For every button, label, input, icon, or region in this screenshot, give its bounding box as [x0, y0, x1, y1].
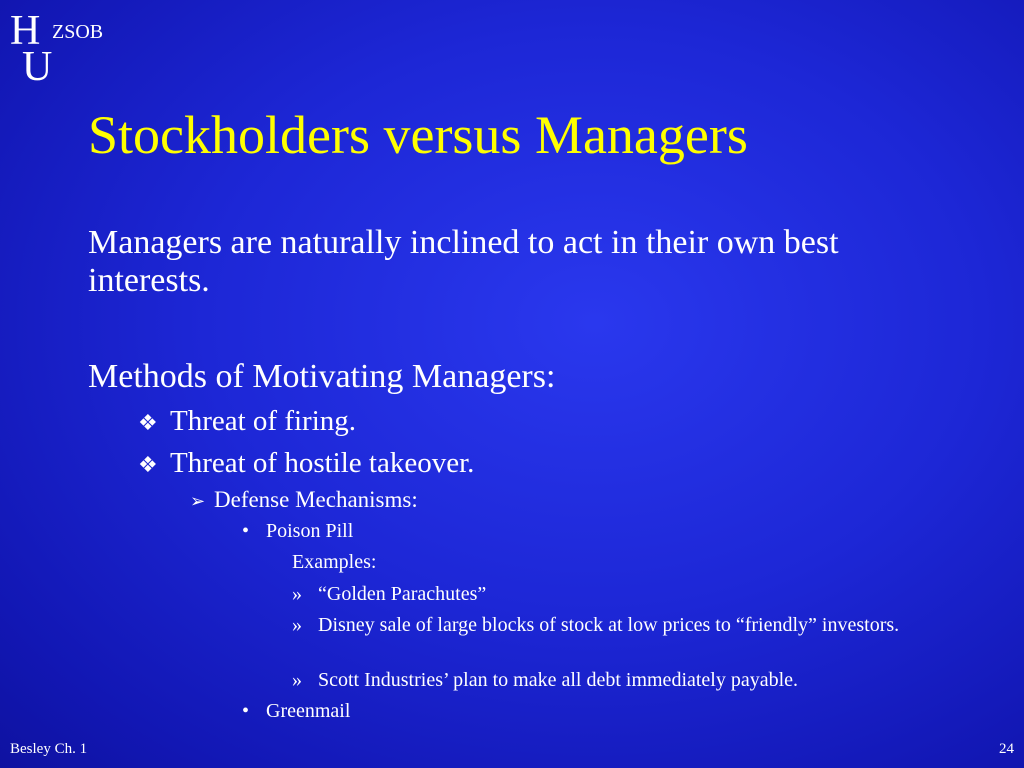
- sub-bullet-text: Defense Mechanisms:: [214, 487, 418, 512]
- page-number: 24: [999, 741, 1014, 757]
- dot-bullet-icon: •: [242, 520, 250, 542]
- logo-text: ZSOB: [52, 21, 104, 43]
- list-item-text: Poison Pill: [266, 520, 354, 542]
- example-item-2: [292, 613, 968, 637]
- list-item-greenmail: [242, 699, 350, 723]
- bullet-text: Threat of firing.: [170, 405, 357, 437]
- sub-bullet-defense: [190, 487, 418, 515]
- chevron-bullet-icon: »: [292, 669, 302, 691]
- intro-paragraph: Managers are naturally inclined to act in their own best interests.: [88, 224, 839, 299]
- bullet-item-firing: [138, 405, 356, 440]
- dot-bullet-icon: •: [242, 700, 250, 722]
- arrow-bullet-icon: ➢: [190, 491, 206, 512]
- example-text: Disney sale of large blocks of stock at low prices to “friendly” investors.: [318, 614, 900, 636]
- example-text: Scott Industries’ plan to make all debt immediately payable.: [318, 669, 799, 691]
- diamond-bullet-icon: ❖: [138, 411, 158, 436]
- bullet-item-takeover: [138, 447, 474, 482]
- example-item-1: [292, 582, 968, 606]
- list-item-text: Greenmail: [266, 700, 351, 722]
- footer-source: Besley Ch. 1: [10, 741, 88, 757]
- examples-label: Examples:: [292, 551, 377, 573]
- logo-letter-u: U: [22, 44, 53, 90]
- logo-letter-h: H: [10, 8, 41, 54]
- chevron-bullet-icon: »: [292, 583, 302, 605]
- school-logo: [10, 10, 130, 90]
- diamond-bullet-icon: ❖: [138, 453, 158, 478]
- chevron-bullet-icon: »: [292, 614, 302, 636]
- methods-heading: Methods of Motivating Managers:: [88, 358, 556, 395]
- bullet-text: Threat of hostile takeover.: [170, 447, 475, 479]
- example-text: “Golden Parachutes”: [318, 583, 487, 605]
- slide-title: Stockholders versus Managers: [88, 105, 748, 165]
- example-item-3: [292, 668, 968, 692]
- list-item-poison-pill: [242, 519, 353, 543]
